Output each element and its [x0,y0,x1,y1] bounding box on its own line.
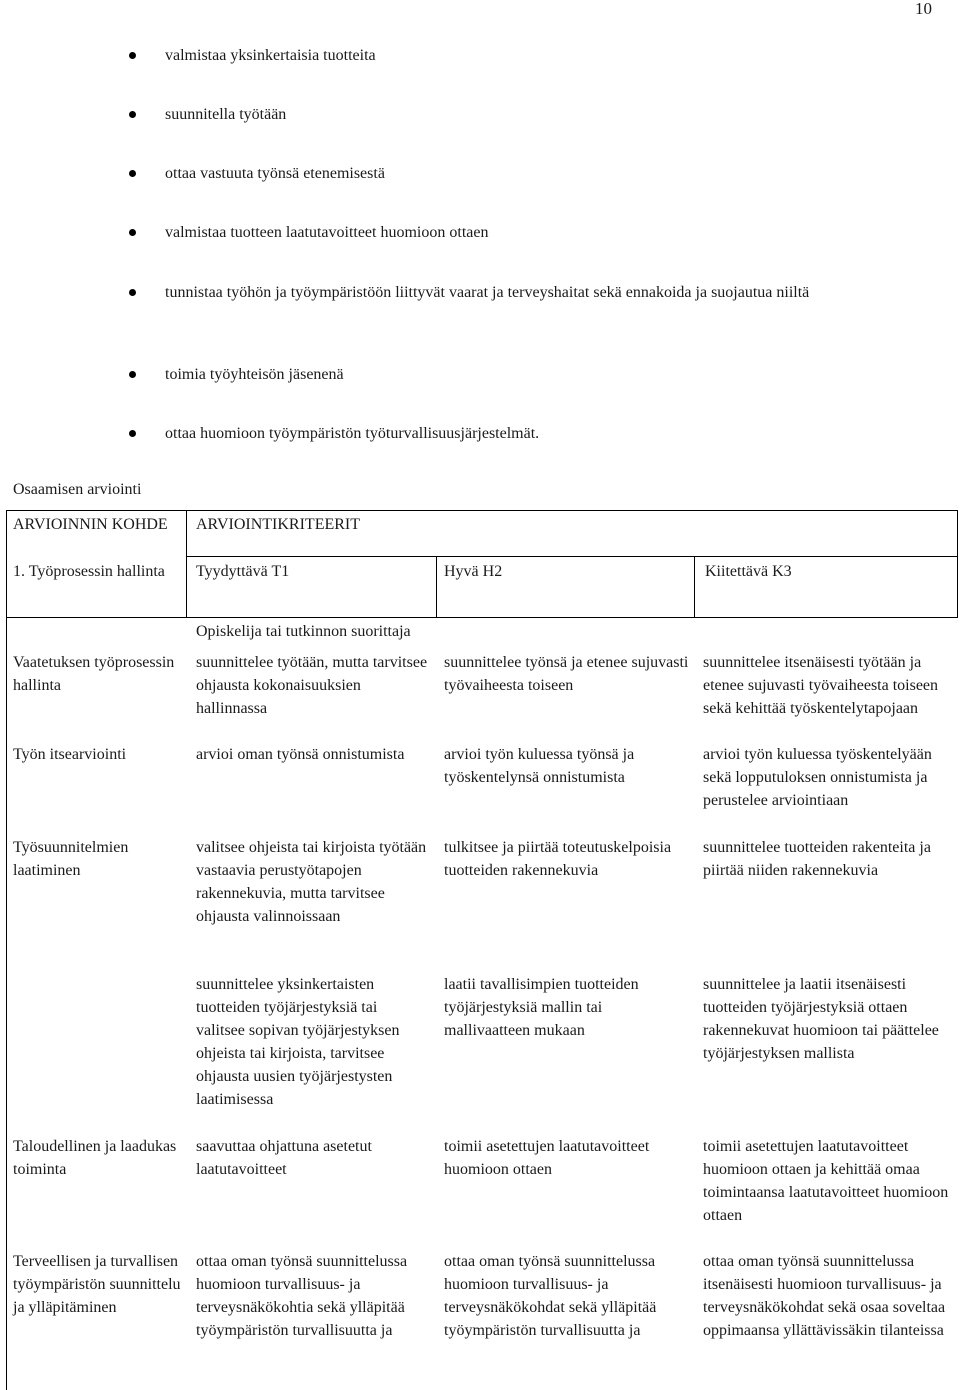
row-k3: ottaa oman työnsä suunnittelussa itsenäisesti huomioon turvallisuus- ja terveysnäkökohdat sekä osaa soveltaa oppimaansa yllättävissäkin tilanteissa [703,1253,946,1339]
row-h2: tulkitsee ja piirtää toteutuskelpoisia tuotteiden rakennekuvia [444,839,672,879]
target-group: 1. Työprosessin hallinta [13,563,165,580]
row-t1: ottaa oman työnsä suunnittelussa huomioon turvallisuus- ja terveysnäkökohtia sekä ylläpitää työympäristön turvallisuutta ja [196,1253,408,1339]
row-h2: toimii asetettujen laatutavoitteet huomioon ottaen [444,1138,650,1178]
header-target: ARVIOINNIN KOHDE [13,516,168,533]
row-k3: suunnittelee tuotteiden rakenteita ja piirtää niiden rakennekuvia [703,839,931,879]
row-t1: valitsee ohjeista tai kirjoista työtään vastaavia perustyötapojen rakennekuvia, mutta tarvitsee ohjausta valinnoissaan [196,839,427,925]
row-h2: suunnittelee työnsä ja etenee sujuvasti työvaiheesta toiseen [444,654,689,694]
row-target: Taloudellinen ja laadukas toiminta [13,1138,177,1178]
row-t1: suunnittelee yksinkertaisten tuotteiden työjärjestyksiä tai valitsee sopivan työjärjestyksen ohjeista tai kirjoista, tarvitsee ohjausta uusien työjärjestysten laatimisessa [196,976,400,1108]
list-item: suunnitella työtään [165,103,925,126]
table-border-top [6,510,958,511]
section-heading: Osaamisen arviointi [13,481,142,498]
table-column-divider [694,556,695,617]
list-item: valmistaa yksinkertaisia tuotteita [165,44,925,67]
table-row-divider [186,556,958,557]
list-item: toimia työyhteisön jäsenenä [165,363,925,386]
row-k3: suunnittelee itsenäisesti työtään ja etenee sujuvasti työvaiheesta toiseen sekä kehittää työskentelytapojaan [703,654,939,717]
row-target: Terveellisen ja turvallisen työympäristön suunnittelu ja ylläpitäminen [13,1253,181,1316]
level-k3: Kiitettävä K3 [705,563,792,580]
row-k3: arvioi työn kuluessa työskentelyään sekä lopputuloksen onnistumista ja perustelee arviointiaan [703,746,932,809]
row-h2: arvioi työn kuluessa työnsä ja työskentelynsä onnistumista [444,746,635,786]
list-item: valmistaa tuotteen laatutavoitteet huomioon ottaen [165,221,925,244]
table-border-right [957,510,958,617]
list-item: ottaa huomioon työympäristön työturvallisuusjärjestelmät. [165,422,925,445]
list-item: ottaa vastuuta työnsä etenemisestä [165,162,925,185]
row-target: Työsuunnitelmien laatiminen [13,839,129,879]
row-k3: toimii asetettujen laatutavoitteet huomioon ottaen ja kehittää omaa toimintaansa laatutavoitteet huomioon ottaen [703,1138,949,1224]
row-h2: ottaa oman työnsä suunnittelussa huomioon turvallisuus- ja terveysnäkökohdat sekä ylläpitää työympäristön turvallisuutta ja [444,1253,657,1339]
subheader: Opiskelija tai tutkinnon suorittaja [196,623,411,640]
row-h2: laatii tavallisimpien tuotteiden työjärjestyksiä mallin tai mallivaatteen mukaan [444,976,639,1039]
row-t1: saavuttaa ohjattuna asetetut laatutavoitteet [196,1138,372,1178]
level-t1: Tyydyttävä T1 [196,563,290,580]
row-t1: suunnittelee työtään, mutta tarvitsee ohjausta kokonaisuuksien hallinnassa [196,654,428,717]
table-border-left [6,510,7,1390]
row-target: Työn itsearviointi [13,746,127,763]
row-target: Vaatetuksen työprosessin hallinta [13,654,175,694]
table-column-divider [436,556,437,617]
list-item: tunnistaa työhön ja työympäristöön liittyvät vaarat ja terveyshaitat sekä ennakoida ja suojautua niiltä [165,281,925,304]
table-row-divider [6,617,958,618]
page-number: 10 [915,0,932,18]
header-criteria: ARVIOINTIKRITEERIT [196,516,361,533]
level-h2: Hyvä H2 [444,563,503,580]
row-t1: arvioi oman työnsä onnistumista [196,746,405,763]
row-k3: suunnittelee ja laatii itsenäisesti tuotteiden työjärjestyksiä ottaen rakennekuvat huomioon tai päättelee työjärjestyksen mallista [703,976,939,1062]
table-column-divider [186,510,187,617]
